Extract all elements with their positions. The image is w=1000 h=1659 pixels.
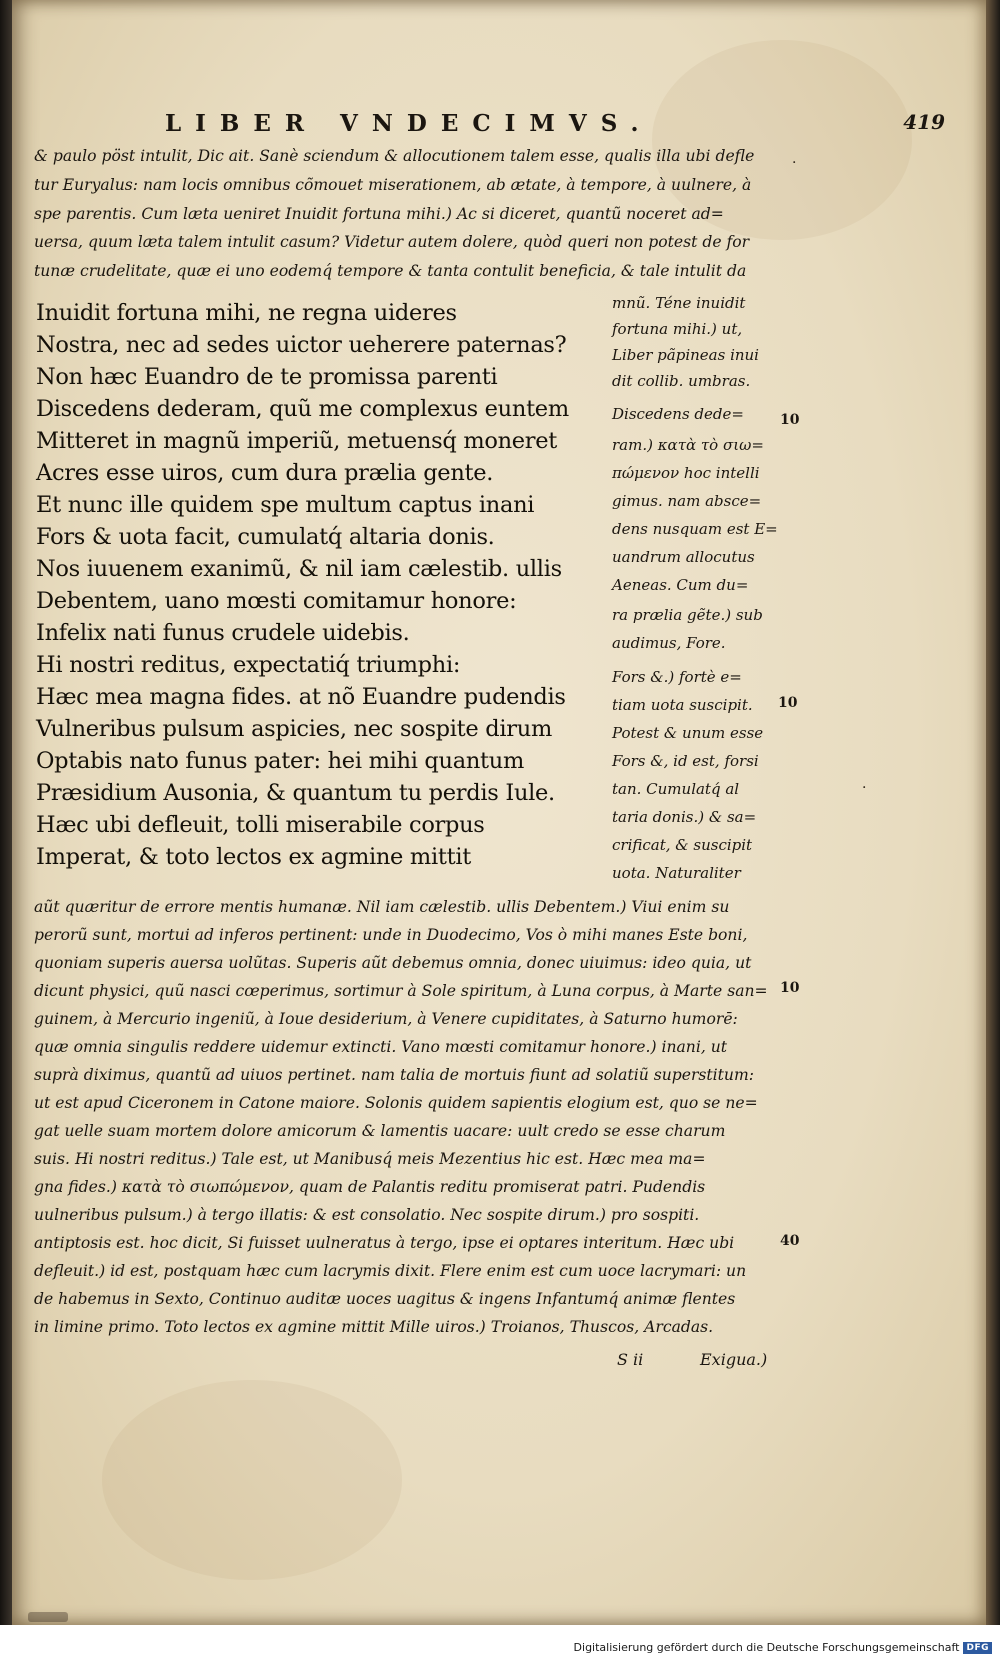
running-head [165,110,945,140]
gloss-line: dit collib. umbras. [612,372,751,390]
commentary-line: quæ omnia singulis reddere uidemur extincti. Vano mœsti comitamur honore.) inani, ut [34,1038,728,1056]
verse-line: Hæc mea magna fides. at nõ Euandre pudendis [36,684,566,710]
verse-line: Discedens dederam, quũ me complexus euntem [36,396,569,422]
verse-line: Non hæc Euandro de te promissa parenti [36,364,498,390]
line-number: 40 [780,1233,800,1249]
catchword: Exigua.) [700,1350,768,1369]
verse-line: Nos iuuenem exanimũ, & nil iam cælestib. ullis [36,556,562,582]
verse-line: Præsidium Ausonia, & quantum tu perdis Iule. [36,780,555,806]
gloss-line: crificat, & suscipit [612,836,753,854]
verse-line: Vulneribus pulsum aspicies, nec sospite dirum [36,716,552,742]
commentary-line: & paulo pöst intulit, Dic ait. Sanè sciendum & allocutionem talem esse, qualis illa ubi defle [34,147,755,165]
verse-line: Fors & uota facit, cumulatq́ altaria donis. [36,524,495,550]
verse-line: Mitteret in magnũ imperiũ, metuensq́ moneret [36,428,558,454]
verse-line: Optabis nato funus pater: hei mihi quantum [36,748,525,774]
gloss-line: uota. Naturaliter [612,864,741,882]
gloss-line: Aeneas. Cum du= [612,576,749,594]
gloss-line: Potest & unum esse [612,724,764,742]
commentary-line: tur Euryalus: nam locis omnibus cõmouet miserationem, ab ætate, à tempore, à uulnere, à [34,176,752,194]
verse-line: Hæc ubi defleuit, tolli miserabile corpus [36,812,485,838]
commentary-line: tunæ crudelitate, quæ ei uno eodemq́ tempore & tanta contulit beneficia, & tale intulit da [34,262,747,280]
verse-line: Et nunc ille quidem spe multum captus inani [36,492,535,518]
gloss-line: Discedens dede= [612,405,744,423]
folio-number: 419 [903,110,945,134]
gloss-line: audimus, Fore. [612,634,726,652]
line-number: 10 [778,695,798,711]
gloss-line: mnũ. Téne inuidit [612,294,746,312]
gloss-line: tan. Cumulatq́ al [612,780,740,798]
line-number: 10 [780,980,800,996]
signature-mark: S ii [617,1350,644,1369]
dfg-logo: DFG [963,1642,992,1654]
line-number: 10 [780,412,800,428]
commentary-line: de habemus in Sexto, Continuo auditæ uoces uagitus & ingens Infantumq́ animæ flentes [34,1290,736,1308]
verse-line: Infelix nati funus crudele uidebis. [36,620,410,646]
verse-line: Inuidit fortuna mihi, ne regna uideres [36,300,457,326]
digitization-credit [574,1641,992,1654]
commentary-line: gat uelle suam mortem dolore amicorum & lamentis uacare: uult credo se esse charum [34,1122,726,1140]
commentary-line: ut est apud Ciceronem in Catone maiore. Solonis quidem sapientis elogium est, quo se ne= [34,1094,758,1112]
verse-line: Imperat, & toto lectos ex agmine mittit [36,844,471,870]
commentary-line: guinem, à Mercurio ingeniũ, à Ioue desiderium, à Venere cupiditates, à Saturno humorē: [34,1010,738,1028]
page-edge-right [986,0,1000,1625]
verse-line: Acres esse uiros, cum dura prælia gente. [36,460,494,486]
binding-edge-left [0,0,12,1659]
commentary-line: antiptosis est. hoc dicit, Si fuisset uulneratus à tergo, ipse ei optares interitum. Hæc ubi [34,1234,735,1252]
commentary-line: dicunt physici, quũ nasci cœperimus, sortimur à Sole spiritum, à Luna corpus, à Marte san= [34,982,768,1000]
commentary-line: perorũ sunt, mortui ad inferos pertinent: unde in Duodecimo, Vos ò mihi manes Este boni, [34,926,748,944]
verse-line: Nostra, nec ad sedes uictor ueherere paternas? [36,332,567,358]
commentary-line: uersa, quum læta talem intulit casum? Videtur autem dolere, quòd queri non potest de for [34,233,750,251]
gloss-line: dens nusquam est E= [612,520,778,538]
gloss-line: Liber pãpineas inui [612,346,759,364]
commentary-line: uulneribus pulsum.) à tergo illatis: & est consolatio. Nec sospite dirum.) pro sospiti. [34,1206,700,1224]
gloss-line: πώμενον hoc intelli [612,464,760,482]
page-smudge [28,1612,68,1622]
gloss-line: Fors &, id est, forsi [612,752,759,770]
gloss-line: gimus. nam absce= [612,492,762,510]
commentary-line: aũt quæritur de errore mentis humanæ. Nil iam cælestib. ullis Debentem.) Viui enim su [34,898,730,916]
gloss-line: tiam uota suscipit. [612,696,753,714]
gloss-line: uandrum allocutus [612,548,755,566]
commentary-line: quoniam superis auersa uolũtas. Superis aũt debemus omnia, donec uiuimus: ideo quia, ut [34,954,752,972]
commentary-line: defleuit.) id est, postquam hæc cum lacrymis dixit. Flere enim est cum uoce lacrymari: un [34,1262,747,1280]
margin-mark: · [862,780,867,796]
commentary-line: spe parentis. Cum læta ueniret Inuidit fortuna mihi.) Ac si diceret, quantũ noceret ad= [34,205,724,223]
commentary-line: suprà diximus, quantũ ad uiuos pertinet. nam talia de mortuis fiunt ad solatiũ superstitum: [34,1066,755,1084]
gloss-line: Fors &.) fortè e= [612,668,742,686]
verse-line: Hi nostri reditus, expectatiq́ triumphi: [36,652,461,678]
running-head-title: LIBER VNDECIMVS. [165,110,653,137]
commentary-line: suis. Hi nostri reditus.) Tale est, ut Manibusq́ meis Mezentius hic est. Hæc mea ma= [34,1150,706,1168]
gloss-line: fortuna mihi.) ut, [612,320,743,338]
margin-mark: · [792,155,797,171]
gloss-line: ra prælia gẽte.) sub [612,606,763,624]
commentary-line: in limine primo. Toto lectos ex agmine mittit Mille uiros.) Troianos, Thuscos, Arcadas. [34,1318,714,1336]
commentary-line: gna fides.) κατὰ τὸ σιωπώμενον, quam de Palantis reditu promiserat patri. Pudendis [34,1178,706,1196]
credit-text: Digitalisierung gefördert durch die Deutsche Forschungsgemeinschaft [573,1641,960,1654]
verse-line: Debentem, uano mœsti comitamur honore: [36,588,517,614]
gloss-line: ram.) κατὰ τὸ σιω= [612,436,764,454]
gloss-line: taria donis.) & sa= [612,808,757,826]
